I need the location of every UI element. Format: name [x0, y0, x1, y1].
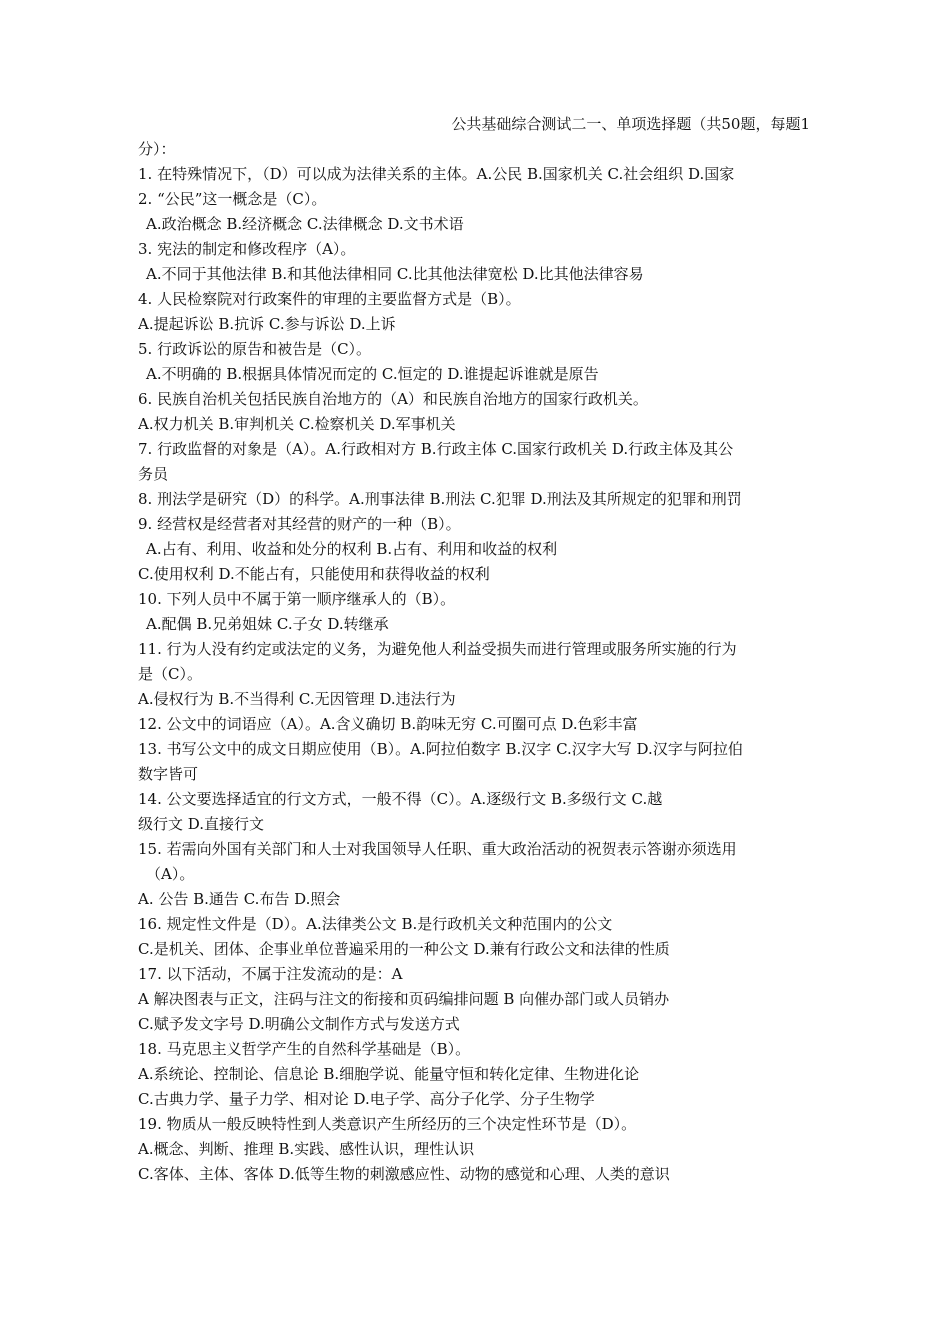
- text-line: C.客体、主体、客体 D.低等生物的刺激感应性、动物的感觉和心理、人类的意识: [138, 1165, 670, 1183]
- text-line: 级行文 D.直接行文: [138, 815, 265, 833]
- text-line: 5. 行政诉讼的原告和被告是（C）。: [138, 340, 372, 358]
- text-line: 1. 在特殊情况下，（D）可以成为法律关系的主体。A.公民 B.国家机关 C.社会组织 D.国家: [138, 165, 735, 183]
- text-line: 务员: [138, 465, 169, 483]
- text-line: 6. 民族自治机关包括民族自治地方的（A）和民族自治地方的国家行政机关。: [138, 390, 648, 408]
- text-line: 3. 宪法的制定和修改程序（A）。: [138, 240, 356, 258]
- text-line: 10. 下列人员中不属于第一顺序继承人的（B）。: [138, 590, 456, 608]
- text-line: 4. 人民检察院对行政案件的审理的主要监督方式是（B）。: [138, 290, 521, 308]
- text-line: A.提起诉讼 B.抗诉 C.参与诉讼 D.上诉: [138, 315, 396, 333]
- text-line: A.占有、利用、收益和处分的权利 B.占有、利用和收益的权利: [146, 540, 558, 558]
- text-line: C.古典力学、量子力学、相对论 D.电子学、高分子化学、分子生物学: [138, 1090, 595, 1108]
- text-line: 是（C）。: [138, 665, 202, 683]
- text-line: A.不明确的 B.根据具体情况而定的 C.恒定的 D.谁提起诉谁就是原告: [146, 365, 599, 383]
- text-line: 8. 刑法学是研究（D）的科学。A.刑事法律 B.刑法 C.犯罪 D.刑法及其所规定的犯罪和刑罚: [138, 490, 742, 508]
- document-title: 公共基础综合测试二一、单项选择题（共50题，每题1: [451, 115, 810, 133]
- text-line: A.不同于其他法律 B.和其他法律相同 C.比其他法律宽松 D.比其他法律容易: [146, 265, 644, 283]
- text-line: A.权力机关 B.审判机关 C.检察机关 D.军事机关: [138, 415, 456, 433]
- text-line: 15. 若需向外国有关部门和人士对我国领导人任职、重大政治活动的祝贺表示答谢亦须选用: [138, 840, 737, 858]
- text-line: 19. 物质从一般反映特性到人类意识产生所经历的三个决定性环节是（D）。: [138, 1115, 637, 1133]
- text-line: 9. 经营权是经营者对其经营的财产的一种（B）。: [138, 515, 461, 533]
- text-line: 分）：: [138, 140, 176, 158]
- text-line: 17. 以下活动，不属于注发流动的是：A: [138, 965, 403, 983]
- text-line: A.概念、判断、推理 B.实践、感性认识，理性认识: [138, 1140, 475, 1158]
- text-line: C.使用权利 D.不能占有，只能使用和获得收益的权利: [138, 565, 490, 583]
- text-line: A.侵权行为 B.不当得利 C.无因管理 D.违法行为: [138, 690, 456, 708]
- text-line: A. 公告 B.通告 C.布告 D.照会: [138, 890, 341, 908]
- text-line: A.配偶 B.兄弟姐妹 C.子女 D.转继承: [146, 615, 389, 633]
- text-line: 14. 公文要选择适宜的行文方式，一般不得（C）。A.逐级行文 B.多级行文 C.越: [138, 790, 663, 808]
- text-line: 16. 规定性文件是（D）。A.法律类公文 B.是行政机关文种范围内的公文: [138, 915, 613, 933]
- text-line: A.系统论、控制论、信息论 B.细胞学说、能量守恒和转化定律、生物进化论: [138, 1065, 640, 1083]
- text-line: A.政治概念 B.经济概念 C.法律概念 D.文书术语: [146, 215, 464, 233]
- text-line: C.赋予发文字号 D.明确公文制作方式与发送方式: [138, 1015, 460, 1033]
- text-line: 7. 行政监督的对象是（A）。A.行政相对方 B.行政主体 C.国家行政机关 D.行政主体及其公: [138, 440, 734, 458]
- text-line: 18. 马克思主义哲学产生的自然科学基础是（B）。: [138, 1040, 471, 1058]
- text-line: C.是机关、团体、企事业单位普遍采用的一种公文 D.兼有行政公文和法律的性质: [138, 940, 670, 958]
- text-line: 数字皆可: [138, 765, 199, 783]
- document-page: [138, 112, 818, 1187]
- text-line: 2. “公民”这一概念是（C）。: [138, 190, 327, 208]
- text-line: 13. 书写公文中的成文日期应使用（B）。A.阿拉伯数字 B.汉字 C.汉字大写 D.汉字与阿拉伯: [138, 740, 743, 758]
- text-line: 11. 行为人没有约定或法定的义务，为避免他人利益受损失而进行管理或服务所实施的行为: [138, 640, 737, 658]
- text-line: A 解决图表与正文，注码与注文的衔接和页码编排问题 B 向催办部门或人员销办: [138, 990, 670, 1008]
- text-line: （A）。: [146, 865, 195, 883]
- text-line: 12. 公文中的词语应（A）。A.含义确切 B.韵味无穷 C.可圈可点 D.色彩丰富: [138, 715, 638, 733]
